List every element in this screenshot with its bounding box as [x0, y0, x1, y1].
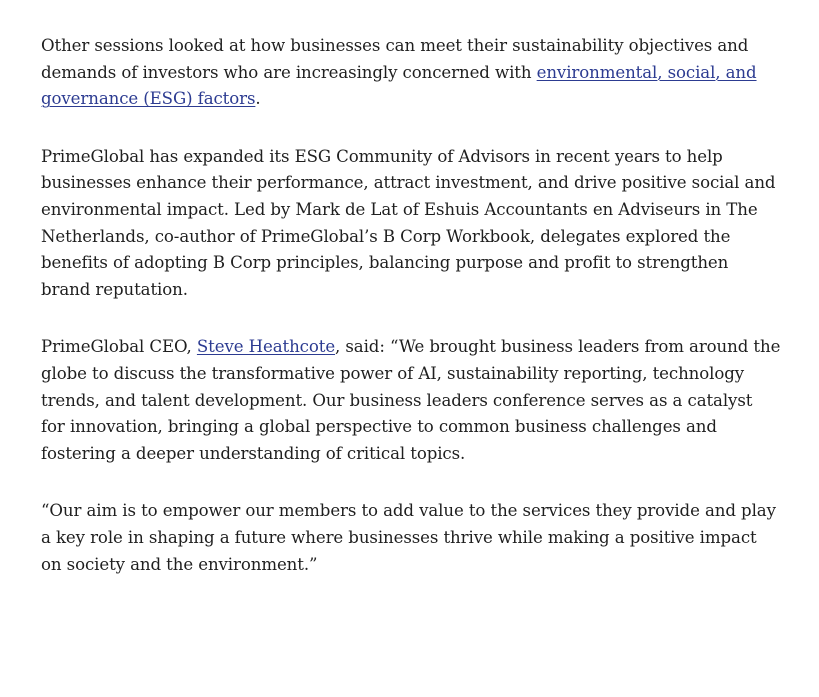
paragraph-esg-text-start: Other sessions looked at how businesses can meet their sustainability objectives and demands of investors who are increasingly concerned with: [41, 36, 749, 82]
paragraph-esg-text-end: .: [255, 89, 261, 109]
paragraph-ceo-quote: [41, 334, 781, 468]
paragraph-ceo-text-start: PrimeGlobal CEO,: [41, 337, 197, 357]
paragraph-esg-community: PrimeGlobal has expanded its ESG Community of Advisors in recent years to help businesses enhance their performance, attract investment, and drive positive social and environmental impact. Led by Mark de Lat of Eshuis Accountants en Adviseurs in The Netherlands, co-author of PrimeGlobal’s B Corp Workbook, delegates explored the benefits of adopting B Corp principles, balancing purpose and profit to strengthen brand reputation.: [41, 146, 776, 300]
paragraph-esg-sessions: [41, 33, 781, 113]
steve-heathcote-link[interactable]: Steve Heathcote: [196, 337, 336, 357]
paragraph-closing-quote: “Our aim is to empower our members to add value to the services they provide and play a key role in shaping a future where businesses thrive while making a positive impact on society and the environment.”: [41, 501, 776, 574]
article-body: [41, 33, 781, 609]
paragraph-ceo-text-end: , said: “We brought business leaders from around the globe to discuss the transformative power of AI, sustainability reporting, technology trends, and talent development. Our business leaders conference serves as a catalyst for innovation, bringing a global perspective to common business challenges and fostering a deeper understanding of critical topics.: [41, 337, 781, 464]
esg-factors-link[interactable]: environmental, social, and governance (ESG) factors: [41, 62, 757, 109]
